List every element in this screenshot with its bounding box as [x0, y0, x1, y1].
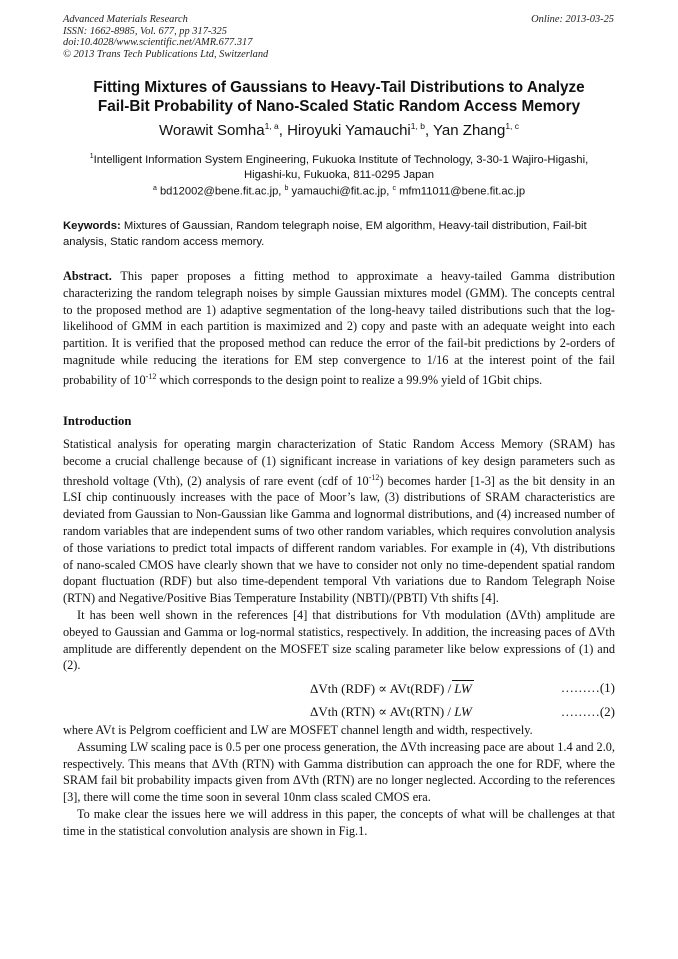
journal-issn: ISSN: 1662-8985, Vol. 677, pp 317-325 — [63, 25, 227, 37]
author-list: Worawit Somha$^{1, a}$, Hiroyuki Yamauchi$^{1, b}$, Yan Zhang$^{1, c}$ — [158, 121, 520, 139]
equation-2-number: ………(2) — [560, 704, 615, 719]
equation-1-lhs: ΔVth (RDF) ∝ AVt(RDF) — [310, 681, 445, 696]
email-link[interactable]: yamauchi@fit.ac.jp, — [291, 185, 390, 198]
equation-1 — [310, 680, 615, 700]
affiliation-line-2: Higashi-ku, Fukuoka, 811-0295 Japan — [243, 168, 435, 181]
keywords-text: Mixtures of Gaussian, Random telegraph noise, EM algorithm, Heavy-tail distribution, Fail-bit analysis, Static random access memory. — [63, 220, 587, 248]
author-sup: 1, a — [264, 121, 279, 131]
abstract-text: This paper proposes a fitting method to approximate a heavy-tailed Gamma distribution characterizing the random telegraph noises by simple Gaussian mixtures model (GMM). The concepts central to the proposed method are 1) adaptive segmentation of the long-heavy tailed distributions such that the log-likelihood of GMM in each partition is maximized and 2) copy and paste with an adequate weight into each partition. It is verified that the proposed method can reduce the error of the fail-bit predictions by 2-orders of magnitude while reducing the iterations for EM step convergence to 1/16 at the interest point of the fail probability of 10 — [63, 269, 615, 387]
intro-paragraph-1a: Statistical analysis for operating margin characterization of Static Random Access Memory (SRAM) has become a crucial challenge because of (1) significant increase in variations of key design parameters such as threshold voltage (Vth), (2) analysis of rare event (cdf of 10 — [63, 437, 615, 488]
introduction-body-continued — [63, 722, 615, 840]
author-name: Worawit Somha — [158, 122, 265, 139]
intro-paragraph-3: where AVt is Pelgrom coefficient and LW are MOSFET channel length and width, respectively. — [63, 723, 533, 737]
affiliation-line-1: Intelligent Information System Engineering, Fukuoka Institute of Technology, 3-30-1 Wajiro-Higashi, — [93, 153, 589, 166]
abstract — [63, 268, 615, 389]
online-date: Online: 2013-03-25 — [531, 14, 614, 25]
paper-title — [40, 78, 638, 116]
intro-paragraph-1b: ) becomes harder [1-3] as the bit density in an LSI chip continuously increases with the pace of Moor’s law, (3) distributions of SRAM characteristics are deviated from Gaussian to Non-Gaussian like Gamma and lognormal distributions, and (4) increased number of random variables that are independent sums of two other random variables, which requires convolution analysis of those variations to predict total impacts of different random variables. For example in (4), Vth distributions of nano-scaled CMOS have clearly shown that we have to consider not only no time-dependent spatial random dopant fluctuation (RDF) but also time-dependent temporal Vth variations due to Random Telegraph Noise (RTN) and Negative/Positive Bias Temperature Instability (NBTI)/(PBTI) Vth shifts [4]. — [63, 473, 615, 606]
equation-2-denominator: LW — [454, 704, 472, 719]
author-emails — [40, 185, 638, 198]
introduction-body — [63, 436, 615, 674]
title-line-1: Fitting Mixtures of Gaussians to Heavy-Tail Distributions to Analyze — [93, 79, 585, 96]
equation-1-number: ………(1) — [560, 680, 615, 695]
equation-1-sqrt: LW — [454, 681, 472, 696]
equation-2-lhs: ΔVth (RTN) ∝ AVt(RTN) — [310, 704, 445, 719]
equation-1-divide: / — [447, 681, 452, 696]
journal-header — [63, 14, 268, 60]
journal-copyright: © 2013 Trans Tech Publications Ltd, Switzerland — [63, 48, 269, 60]
email-sup: b — [284, 185, 289, 192]
intro-paragraph-4: Assuming LW scaling pace is 0.5 per one process generation, the ΔVth increasing pace are about 1.4 and 2.0, respectively. This means that ΔVth (RTN) with Gamma distribution can approach the one for RDF, where the SRAM fail bit probability impacts given from ΔVth (RTN) are no longer neglected. According to the references [3], there will come the time soon in several 10nm class scaled CMOS era. — [63, 739, 615, 805]
intro-paragraph-2: It has been well shown in the references [4] that distributions for Vth modulation (ΔVth) amplitude are obeyed to Gaussian and Gamma or log-normal statistics, respectively. In addition, the increasing paces of ΔVth amplitude are differently dependent on the MOSFET size scaling parameter like below expressions of (1) and (2). — [63, 608, 615, 673]
title-line-2: Fail-Bit Probability of Nano-Scaled Static Random Access Memory — [97, 98, 581, 115]
intro-exponent: -12 — [368, 472, 380, 482]
email-sup: c — [392, 185, 396, 192]
abstract-label: Abstract. — [63, 269, 112, 283]
abstract-text-end: which corresponds to the design point to realize a 99.9% yield of 1Gbit chips. — [156, 372, 543, 387]
keywords-label: Keywords: — [63, 220, 121, 232]
keywords — [63, 219, 615, 250]
journal-name: Advanced Materials Research — [63, 14, 188, 25]
abstract-exponent: -12 — [145, 371, 157, 381]
email-sup: a — [152, 185, 157, 192]
email-link[interactable]: mfm11011@bene.fit.ac.jp — [399, 185, 526, 198]
equation-2-divide: / — [447, 704, 452, 719]
section-heading: Introduction — [63, 414, 132, 428]
intro-paragraph-5: To make clear the issues here we will address in this paper, the concepts of what will be challenges at that time in the statistical convolution analysis are shown in Fig.1. — [63, 806, 615, 838]
author-sup: 1, c — [505, 121, 520, 131]
journal-doi: doi:10.4028/www.scientific.net/AMR.677.317 — [63, 37, 253, 49]
author-sup: 1, b — [410, 121, 425, 131]
affiliation — [50, 149, 628, 183]
email-link[interactable]: bd12002@bene.fit.ac.jp, — [159, 185, 282, 198]
affiliation-sup: 1 — [89, 153, 94, 160]
equation-2 — [310, 704, 615, 724]
author-name: Hiroyuki Yamauchi — [287, 122, 411, 139]
author-name: Yan Zhang — [433, 122, 506, 139]
